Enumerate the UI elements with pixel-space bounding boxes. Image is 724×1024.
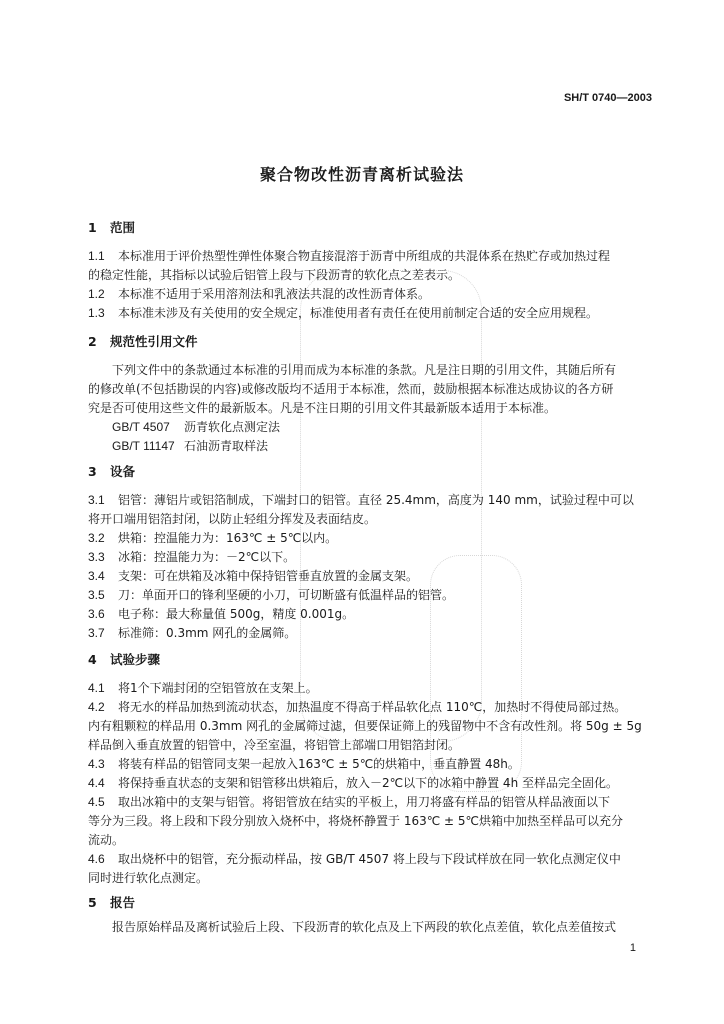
- reference-item: GB/T 4507 沥青软化点测定法: [112, 420, 281, 434]
- paragraph: 报告原始样品及离析试验后上段、下段沥青的软化点及上下两段的软化点差值，软化点差值按式: [112, 920, 617, 934]
- paragraph-continuation: 内有粗颗粒的样品用 0.3mm 网孔的金属筛过滤，但要保证筛上的残留物中不含有改性剂。将 50g ± 5g: [88, 719, 642, 733]
- document-title: 聚合物改性沥青离析试验法: [259, 165, 464, 184]
- section-heading: 2 规范性引用文件: [88, 334, 198, 349]
- paragraph: 3.4 支架：可在烘箱及冰箱中保持铝管垂直放置的金属支架。: [88, 569, 419, 583]
- standard-code: SH/T 0740—2003: [563, 92, 652, 104]
- paragraph: 4.1 将1个下端封闭的空铝管放在支架上。: [88, 681, 318, 695]
- paragraph: 3.2 烘箱：控温能力为：163℃ ± 5℃以内。: [88, 531, 338, 545]
- paragraph-continuation: 的稳定性能，其指标以试验后铝管上段与下段沥青的软化点之差表示。: [88, 268, 461, 282]
- paragraph: 1.2 本标准不适用于采用溶剂法和乳液法共混的改性沥青体系。: [88, 287, 431, 301]
- paragraph: 3.3 冰箱：控温能力为：－2℃以下。: [88, 550, 296, 564]
- section-heading: 5 报告: [88, 895, 136, 910]
- section-heading: 3 设备: [88, 464, 136, 479]
- paragraph-continuation: 样品倒入垂直放置的铝管中，冷至室温，将铝管上部端口用铝箔封闭。: [88, 738, 461, 752]
- paragraph-continuation: 究是否可使用这些文件的最新版本。凡是不注日期的引用文件其最新版本适用于本标准。: [88, 401, 557, 415]
- paragraph: 4.3 将装有样品的铝管同支架一起放入163℃ ± 5℃的烘箱中，垂直静置 48h。: [88, 757, 520, 771]
- page-number: 1: [629, 942, 636, 954]
- paragraph: 4.4 将保持垂直状态的支架和铝管移出烘箱后，放入－2℃以下的冰箱中静置 4h 至样品完全固化。: [88, 776, 618, 790]
- section-heading: 1 范围: [88, 220, 136, 235]
- paragraph: 3.7 标准筛：0.3mm 网孔的金属筛。: [88, 626, 297, 640]
- paragraph: 3.1 铝管：薄铝片或铝箔制成，下端封口的铝管。直径 25.4mm，高度为 140 mm，试验过程中可以: [88, 493, 634, 507]
- paragraph: 4.6 取出烧杯中的铝管，充分振动样品，按 GB/T 4507 将上段与下段试样放在同一软化点测定仪中: [88, 852, 621, 866]
- paragraph-continuation: 等分为三段。将上段和下段分别放入烧杯中，将烧杯静置于 163℃ ± 5℃烘箱中加热至样品可以充分: [88, 814, 623, 828]
- paragraph-continuation: 流动。: [88, 833, 125, 847]
- paragraph: 1.1 本标准用于评价热塑性弹性体聚合物直接混溶于沥青中所组成的共混体系在热贮存或加热过程: [88, 249, 611, 263]
- paragraph: 1.3 本标准未涉及有关使用的安全规定，标准使用者有责任在使用前制定合适的安全应用规程。: [88, 306, 599, 320]
- paragraph: 3.6 电子称：最大称量值 500g，精度 0.001g。: [88, 607, 355, 621]
- paragraph-continuation: 将开口端用铝箔封闭，以防止轻组分挥发及表面结皮。: [88, 512, 377, 526]
- paragraph-continuation: 同时进行软化点测定。: [88, 871, 209, 885]
- paragraph: 3.5 刀：单面开口的锋利坚硬的小刀，可切断盛有低温样品的铝管。: [88, 588, 455, 602]
- paragraph: 4.2 将无水的样品加热到流动状态，加热温度不得高于样品软化点 110℃，加热时不得使局部过热。: [88, 700, 627, 714]
- paragraph: 4.5 取出冰箱中的支架与铝管。将铝管放在结实的平板上，用刀将盛有样品的铝管从样品液面以下: [88, 795, 611, 809]
- paragraph-continuation: 的修改单(不包括勘误的内容)或修改版均不适用于本标准，然而，鼓励根据本标准达成协议的各方研: [88, 382, 614, 396]
- reference-item: GB/T 11147 石油沥青取样法: [112, 439, 269, 453]
- section-heading: 4 试验步骤: [88, 652, 161, 667]
- paragraph: 下列文件中的条款通过本标准的引用而成为本标准的条款。凡是注日期的引用文件，其随后所有: [112, 363, 617, 377]
